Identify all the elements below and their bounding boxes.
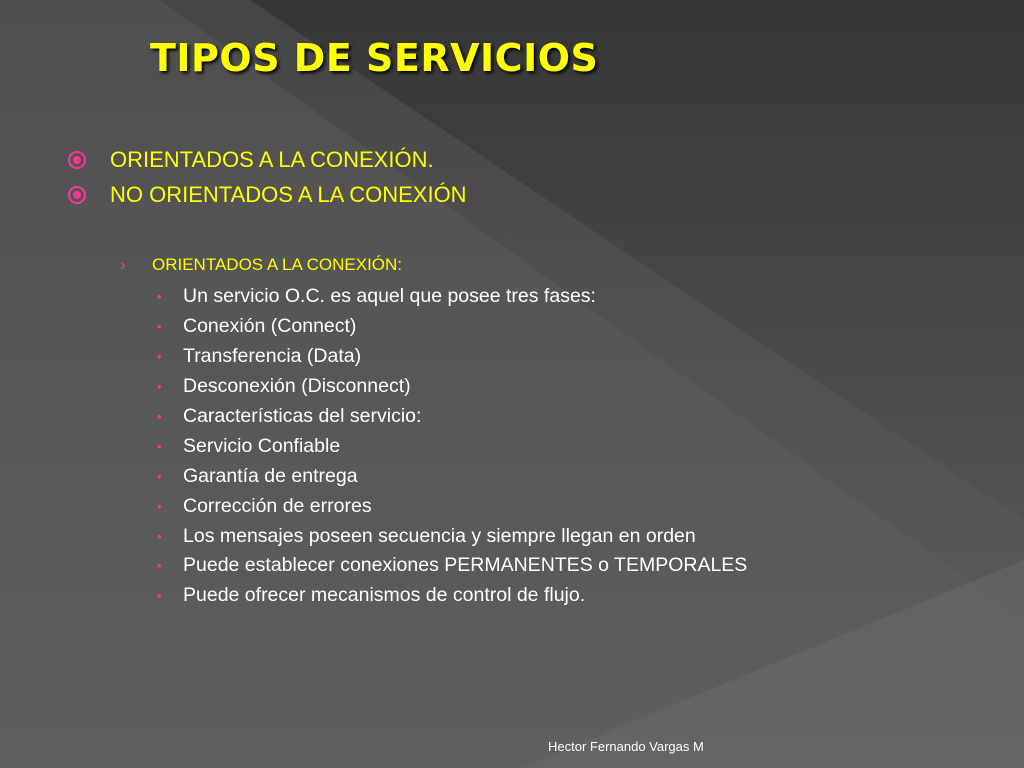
list-item — [157, 342, 747, 372]
list-item-text: Puede establecer conexiones PERMANENTES o TEMPORALES — [183, 554, 748, 577]
list-item — [157, 581, 747, 611]
list-item-text: Transferencia (Data) — [183, 345, 362, 368]
small-dot-icon: • — [157, 319, 162, 335]
small-dot-icon: • — [157, 379, 162, 395]
list-item — [157, 312, 747, 342]
subsection-heading — [120, 253, 402, 277]
list-item — [157, 282, 747, 312]
main-bullet-text: ORIENTADOS A LA CONEXIÓN. — [110, 146, 434, 172]
small-dot-icon: • — [157, 558, 162, 574]
small-dot-icon: • — [157, 498, 162, 514]
list-item-text: Un servicio O.C. es aquel que posee tres fases: — [183, 285, 596, 308]
small-dot-icon: • — [157, 289, 162, 305]
main-bullet-text: NO ORIENTADOS A LA CONEXIÓN — [110, 181, 467, 207]
list-item-text: Los mensajes poseen secuencia y siempre llegan en orden — [183, 524, 696, 547]
circle-dot-icon — [66, 184, 88, 206]
list-item — [157, 372, 747, 402]
list-item — [157, 551, 747, 581]
small-dot-icon: • — [157, 349, 162, 365]
small-dot-icon: • — [157, 528, 162, 544]
list-item-text: Garantía de entrega — [183, 464, 358, 487]
chevron-right-icon: › — [120, 255, 126, 274]
footer-author: Hector Fernando Vargas M — [548, 739, 704, 754]
list-item-text: Servicio Confiable — [183, 434, 341, 457]
main-bullet-list — [66, 142, 467, 212]
main-bullet-item — [66, 142, 467, 177]
main-bullet-item — [66, 177, 467, 212]
list-item — [157, 431, 747, 461]
detail-list — [157, 282, 747, 611]
small-dot-icon: • — [157, 468, 162, 484]
circle-dot-icon — [66, 149, 88, 171]
list-item-text: Características del servicio: — [183, 405, 422, 427]
small-dot-icon: • — [157, 588, 162, 604]
list-item-text: Desconexión (Disconnect) — [183, 375, 411, 398]
list-item — [157, 521, 747, 551]
small-dot-icon: • — [157, 409, 162, 424]
list-item — [157, 461, 747, 491]
list-item-text: Conexión (Connect) — [183, 315, 357, 338]
slide-title: TIPOS DE SERVICIOS — [150, 36, 599, 80]
list-item — [157, 402, 747, 432]
list-item-text: Puede ofrecer mecanismos de control de flujo. — [183, 584, 586, 607]
list-item-text: Corrección de errores — [183, 494, 372, 517]
subsection-heading-text: ORIENTADOS A LA CONEXIÓN: — [152, 255, 403, 274]
small-dot-icon: • — [157, 438, 162, 454]
list-item — [157, 491, 747, 521]
